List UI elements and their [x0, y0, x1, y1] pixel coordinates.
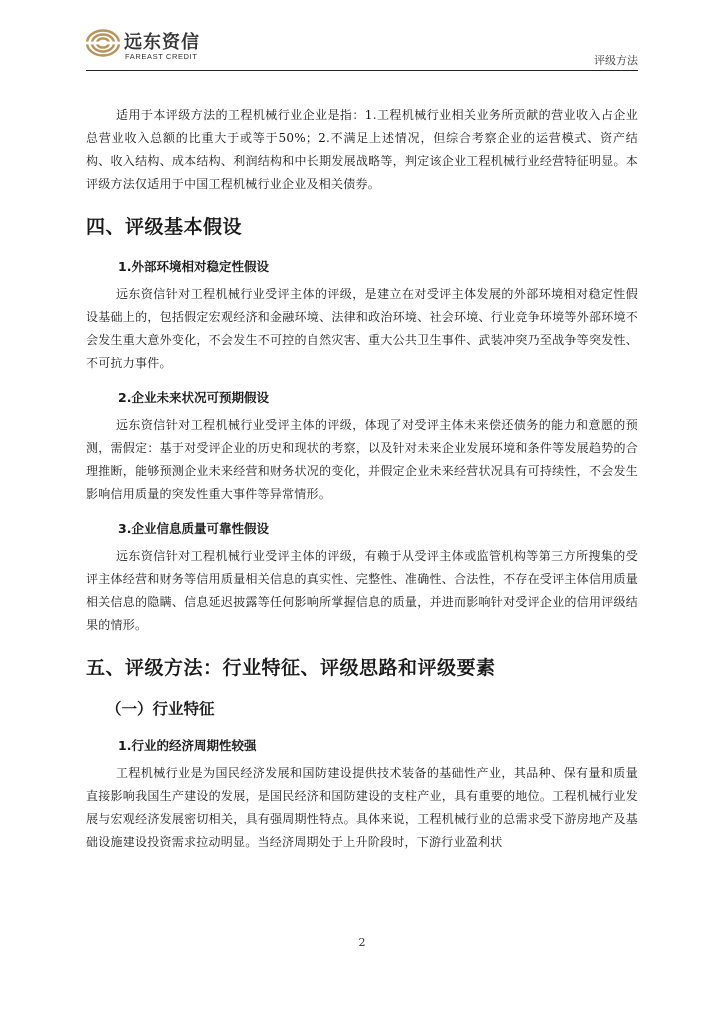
page-header	[86, 24, 638, 71]
assumption-2-heading: 2.企业未来状况可预期假设	[118, 390, 269, 405]
subsection-industry-features: （一）行业特征	[106, 700, 215, 718]
feature-1-heading: 1.行业的经济周期性较强	[118, 738, 257, 753]
header-document-type: 评级方法	[594, 54, 638, 67]
company-logo	[86, 24, 246, 66]
section-5-title: 五、评级方法：行业特征、评级思路和评级要素	[86, 657, 496, 679]
logo-chinese-name: 远东资信	[124, 32, 200, 53]
logo-english-name: FAREAST CREDIT	[125, 52, 198, 61]
intro-paragraph: 适用于本评级方法的工程机械行业企业是指：1.工程机械行业相关业务所贡献的营业收入占企业总营业收入总额的比重大于或等于50%；2.不满足上述情况，但综合考察企业的运营模式、资产结构、收入结构、成本结构、利润结构和中长期发展战略等，判定该企业工程机械行业经营特征明显。本评级方法仅适用于中国工程机械行业企业及相关债券。	[86, 108, 638, 191]
page-content	[86, 104, 638, 854]
assumption-3-heading: 3.企业信息质量可靠性假设	[118, 521, 269, 536]
page-number: 2	[358, 936, 366, 949]
assumption-3-text: 远东资信针对工程机械行业受评主体的评级，有赖于从受评主体或监管机构等第三方所搜集的受评主体经营和财务等信用质量相关信息的真实性、完整性、准确性、合法性，不存在受评主体信用质量相关信息的隐瞒、信息延迟披露等任何影响所掌握信息的质量，并进而影响针对受评企业的信用评级结果的情形。	[86, 549, 638, 632]
section-4-title: 四、评级基本假设	[86, 216, 243, 238]
assumption-1-heading: 1.外部环境相对稳定性假设	[118, 259, 269, 274]
assumption-2-text: 远东资信针对工程机械行业受评主体的评级，体现了对受评主体未来偿还债务的能力和意愿的预测，需假定：基于对受评企业的历史和现状的考察，以及针对未来企业发展环境和条件等发展趋势的合理推断，能够预测企业未来经营和财务状况的变化，并假定企业未来经营状况具有可持续性，不会发生影响信用质量的突发性重大事件等异常情形。	[86, 418, 638, 501]
assumption-1-text: 远东资信针对工程机械行业受评主体的评级，是建立在对受评主体发展的外部环境相对稳定性假设基础上的，包括假定宏观经济和金融环境、法律和政治环境、社会环境、行业竞争环境等外部环境不会发生重大意外变化，不会发生不可控的自然灾害、重大公共卫生事件、武装冲突乃至战争等突发性、不可抗力事件。	[86, 287, 638, 370]
fareast-logo-icon	[86, 28, 120, 58]
feature-1-text: 工程机械行业是为国民经济发展和国防建设提供技术装备的基础性产业，其品种、保有量和质量直接影响我国生产建设的发展，是国民经济和国防建设的支柱产业，具有重要的地位。工程机械行业发展与宏观经济发展密切相关，具有强周期性特点。具体来说，工程机械行业的总需求受下游房地产及基础设施建设投资需求拉动明显。当经济周期处于上升阶段时，下游行业盈利状	[86, 766, 638, 849]
